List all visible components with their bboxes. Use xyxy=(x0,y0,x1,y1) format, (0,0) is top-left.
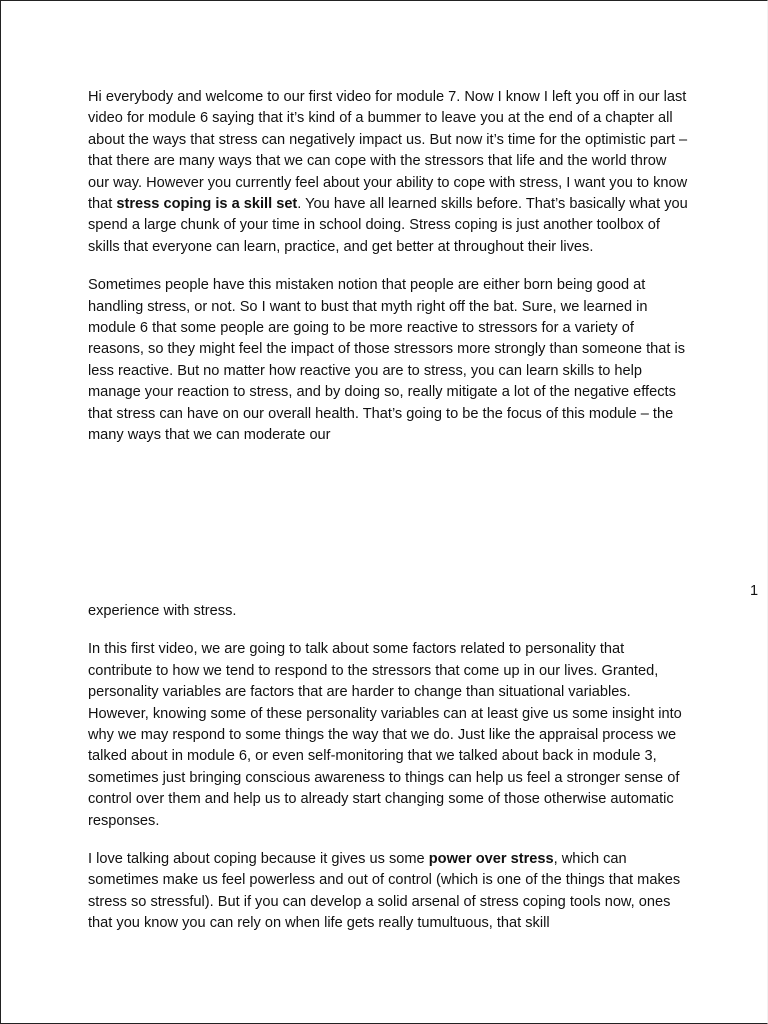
intro-text-start: Hi everybody and welcome to our first video for module 7. Now I know I left you off in our last video for module 6 saying that it’s kind of a bummer to leave you at the end of a chapter all about the ways that stress can negatively impact us. But now it’s time for the optimistic part – that there are many ways that we can cope with the stressors that life and the world throw our way. However you currently feel about your ability to cope with stress, I want you to know that xyxy=(88,89,688,213)
emphasis-power-over-stress: power over stress xyxy=(428,851,554,868)
myth-paragraph: Sometimes people have this mistaken notion that people are either born being good at handling stress, or not. So I want to bust that myth right off the bat. Sure, we learned in module 6 that some people are going to be more reactive to stressors for a variety of reasons, so they might feel the impact of those stressors more strongly than someone that is less reactive. But no matter how reactive you are to stress, you can learn skills to help manage your reaction to stress, and by doing so, really mitigate a lot of the negative effects that stress can have on our overall health. That’s going to be the focus of this module – the many ways that we can moderate our xyxy=(88,277,686,444)
personality-paragraph: In this first video, we are going to talk about some factors related to personality that contribute to how we tend to respond to the stressors that come up in our lives. Granted, personality variables are factors that are harder to change than situational variables. However, knowing some of these personality variables can at least give us some insight into why we may respond to some things the way that we do. Just like the appraisal process we talked about in module 6, or even self-monitoring that we talked about back in module 3, sometimes just bringing conscious awareness to things can help us feel a stronger sense of control over them and help us to already start changing some of those otherwise automatic responses. xyxy=(88,641,682,829)
intro-text-end: . You have all learned skills before. That’s basically what you spend a large chunk of your time in school doing. Stress coping is just another toolbox of skills that everyone can learn, practice, and get better at throughout their lives. xyxy=(88,196,688,255)
page-number: 1 xyxy=(750,583,759,599)
coping-power-paragraph xyxy=(88,849,688,935)
continued-line: experience with stress. xyxy=(88,603,237,619)
coping-text-start: I love talking about coping because it gives us some xyxy=(88,851,429,868)
page-top-text xyxy=(88,87,688,447)
coping-text-end: , which can sometimes make us feel powerless and out of control (which is one of the things that makes stress so stressful). But if you can develop a solid arsenal of stress coping tools now, ones that you know you can rely on when life gets really tumultuous, that skill xyxy=(88,851,681,932)
page-bottom-text xyxy=(88,601,688,935)
intro-paragraph xyxy=(88,87,688,258)
emphasis-stress-coping-skill-set: stress coping is a skill set xyxy=(116,196,298,213)
